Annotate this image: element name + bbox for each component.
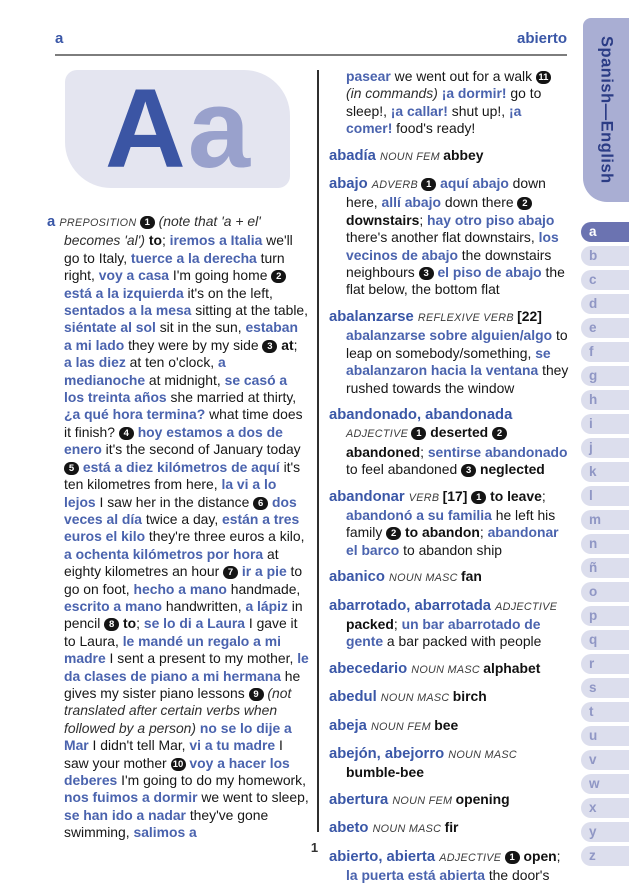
spanish-example: siéntate al sol: [64, 319, 156, 336]
spanish-example: hoy estamos a dos de enero: [64, 423, 283, 458]
dictionary-entry: [329, 597, 570, 651]
bold-translation: [17]: [442, 487, 472, 504]
translation-text: they've gone swimming,: [64, 806, 269, 841]
bold-translation: bumble-bee: [346, 764, 424, 781]
bold-translation: to leave: [490, 487, 542, 504]
pos-label: ADJECTIVE: [495, 600, 558, 613]
bold-translation: to abandon: [405, 524, 480, 541]
spanish-example: sentirse abandonado: [427, 443, 568, 460]
bold-translation: packed: [346, 615, 394, 632]
translation-text: down here,: [346, 175, 546, 211]
dictionary-entry: [329, 688, 570, 707]
sense-number: 7: [223, 566, 238, 579]
translation-text: we'll go to Italy,: [64, 232, 293, 266]
spanish-example: estaban a mi lado: [64, 319, 298, 353]
letter-tab-c: c: [581, 270, 629, 290]
page-number: 1: [310, 840, 319, 855]
translation-text: ;: [419, 211, 428, 228]
translation-text: twice a day,: [142, 510, 223, 527]
translation-text: sitting at the table,: [191, 302, 309, 319]
translation-text: it's ten kilometres from here,: [64, 458, 301, 493]
spanish-example: dos veces al día: [64, 493, 297, 527]
translation-text: handmade,: [226, 580, 301, 597]
spanish-example: abalanzarse sobre alguien/algo: [346, 327, 553, 344]
translation-text: what time does it finish?: [64, 406, 303, 440]
spanish-example: ¿a qué hora termina?: [64, 406, 206, 423]
translation-text: ;: [136, 615, 144, 632]
spanish-example: la puerta está abierta: [346, 867, 485, 884]
sense-number: 8: [104, 618, 119, 631]
pos-label: NOUN FEM: [380, 150, 444, 163]
translation-text: ;: [293, 336, 298, 353]
section-letter-block: [65, 66, 290, 191]
note: (in commands): [346, 85, 438, 102]
spanish-example: hay otro piso abajo: [427, 211, 555, 228]
dictionary-entry: [329, 745, 570, 782]
letter-tab-g: g: [581, 366, 629, 386]
note: (note that 'a + el' becomes 'al'): [64, 213, 261, 249]
spanish-example: le mandé un regalo a mi madre: [64, 632, 281, 667]
spanish-example: se abalanzaron hacia la ventana: [346, 344, 551, 379]
translation-text: turn right,: [64, 249, 285, 284]
translation-text: down there: [440, 194, 518, 211]
headword: abeja: [329, 717, 371, 734]
sense-number: 1: [140, 216, 155, 229]
letter-tab-k: k: [581, 462, 629, 482]
bold-translation: fan: [461, 568, 482, 585]
translation-text: he left his family: [346, 506, 556, 541]
spanish-example: no se lo dije a Mar: [64, 719, 292, 754]
header-first-word: a: [55, 30, 64, 47]
translation-text: a bar packed with people: [383, 633, 542, 650]
translation-text: to go on foot,: [64, 563, 303, 597]
spanish-example: se lo di a Laura: [143, 615, 245, 632]
column-divider: [317, 70, 319, 832]
letter-tab-z: z: [581, 846, 629, 866]
translation-text: at midnight,: [145, 371, 225, 388]
bold-translation: alphabet: [483, 659, 541, 676]
translation-text: I saw your mother: [64, 737, 283, 771]
dictionary-entry: [329, 68, 570, 138]
letter-tab-ñ: ñ: [581, 558, 629, 578]
spanish-example: pasear: [346, 68, 391, 84]
dictionary-entry: [329, 568, 570, 587]
section-letter-uppercase: A: [104, 66, 186, 191]
spanish-example: un bar abarrotado de gente: [346, 615, 541, 650]
headword: a: [47, 214, 60, 230]
letter-tab-b: b: [581, 246, 629, 266]
spanish-example: ir a pie: [241, 563, 287, 580]
sense-number: 3: [262, 340, 277, 353]
letter-tab-e: e: [581, 318, 629, 338]
sense-number: 1: [421, 178, 436, 191]
bold-translation: deserted: [430, 424, 489, 441]
translation-text: I gave it to Laura,: [64, 615, 298, 649]
letter-tab-i: i: [581, 414, 629, 434]
translation-text: at ten o'clock,: [125, 354, 218, 371]
translation-text: to abandon ship: [399, 541, 503, 558]
spanish-example: salimos a: [133, 824, 197, 841]
spanish-example: vi a tu madre: [189, 737, 276, 754]
translation-text: ;: [161, 232, 170, 249]
pos-label: NOUN MASC: [372, 823, 445, 836]
letter-tab-r: r: [581, 654, 629, 674]
spanish-example: a las diez: [64, 354, 126, 371]
spanish-example: ¡a callar!: [390, 102, 448, 119]
spanish-example: tuerce a la derecha: [130, 249, 257, 266]
translation-text: ;: [541, 487, 546, 504]
spanish-example: se han ido a nadar: [64, 806, 186, 823]
letter-tab-n: n: [581, 534, 629, 554]
pos-label: PREPOSITION: [59, 217, 140, 229]
headword: abeto: [329, 820, 373, 837]
spanish-example: a lápiz: [245, 597, 288, 614]
spanish-example: se casó a los treinta años: [64, 371, 288, 406]
left-column: [47, 213, 309, 851]
sense-number: 11: [536, 71, 551, 84]
language-label: Spanish—English: [597, 36, 616, 184]
letter-tab-w: w: [581, 774, 629, 794]
letter-tab-p: p: [581, 606, 629, 626]
translation-text: they're three euros a kilo,: [145, 528, 305, 545]
spanish-example: allí abajo: [381, 194, 441, 211]
translation-text: ;: [479, 524, 488, 541]
pos-label: REFLEXIVE VERB: [417, 311, 518, 324]
spanish-example: los vecinos de abajo: [346, 229, 559, 263]
bold-translation: abbey: [443, 146, 484, 163]
bold-translation: to: [123, 615, 137, 632]
translation-text: I sent a present to my mother,: [105, 650, 298, 667]
dictionary-entry: [329, 660, 570, 679]
translation-text: to leap on somebody/something,: [346, 327, 568, 361]
spanish-example: a ochenta kilómetros por hora: [64, 545, 264, 562]
spanish-example: el piso de abajo: [437, 264, 542, 281]
spanish-example: voy a hacer los deberes: [64, 754, 290, 788]
letter-tab-o: o: [581, 582, 629, 602]
letter-tab-u: u: [581, 726, 629, 746]
spanish-example: nos fuimos a dormir: [64, 789, 198, 806]
spanish-example: iremos a Italia: [169, 232, 263, 249]
dictionary-entry: [329, 308, 570, 397]
dictionary-entry: [47, 213, 309, 842]
dictionary-entry: [329, 175, 570, 299]
translation-text: sit in the sun,: [155, 319, 246, 336]
pos-label: ADJECTIVE: [346, 428, 412, 441]
sense-number: 4: [119, 427, 134, 440]
spanish-example: abandonó a su familia: [346, 506, 492, 523]
sense-number: 3: [419, 267, 434, 280]
spanish-example: está a la izquierda: [64, 284, 184, 301]
bold-translation: at: [281, 336, 294, 353]
letter-tab-h: h: [581, 390, 629, 410]
spanish-example: aquí abajo: [440, 175, 509, 192]
spanish-example: sentados a la mesa: [64, 302, 192, 319]
spanish-example: escrito a mano: [64, 597, 163, 614]
dictionary-entry: [329, 147, 570, 166]
translation-text: ;: [393, 615, 402, 632]
letter-tab-a: a: [581, 222, 629, 242]
sense-number: 1: [471, 491, 486, 504]
spanish-example: está a diez kilómetros de aquí: [82, 458, 280, 475]
bold-translation: neglected: [479, 461, 545, 478]
translation-text: they were by my side: [124, 336, 263, 353]
bold-translation: to: [148, 232, 162, 249]
sense-number: 5: [64, 462, 79, 475]
translation-text: I'm going home: [169, 267, 272, 284]
translation-text: we went out for a walk: [390, 68, 536, 84]
letter-tab-s: s: [581, 678, 629, 698]
sense-number: 1: [505, 851, 520, 864]
dictionary-entry: [329, 819, 570, 838]
dictionary-entry: [329, 791, 570, 810]
dictionary-entry: [329, 488, 570, 560]
translation-text: the door's: [484, 867, 550, 884]
translation-text: go to sleep!,: [346, 85, 542, 119]
translation-text: ;: [556, 847, 561, 864]
bold-translation: abandoned: [346, 443, 421, 460]
translation-text: shut up!,: [447, 102, 509, 119]
headword: abierto, abierta: [329, 848, 440, 865]
headword: abanico: [329, 569, 390, 586]
language-thumb-tab: [583, 18, 629, 202]
pos-label: ADJECTIVE: [439, 851, 505, 864]
translation-text: at eighty kilometres an hour: [64, 545, 279, 580]
headword: abalanzarse: [329, 308, 418, 325]
note: (not translated after certain verbs when followed by a person): [64, 684, 292, 736]
headword: abedul: [329, 689, 381, 706]
translation-text: he gives my sister piano lessons: [64, 667, 301, 701]
translation-text: I'm going to do my homework,: [117, 772, 306, 788]
sense-number: 3: [461, 464, 476, 477]
header-last-word: abierto: [516, 30, 567, 47]
letter-tab-d: d: [581, 294, 629, 314]
dictionary-entry: [329, 406, 570, 479]
spanish-example: hecho a mano: [133, 580, 227, 597]
bold-translation: fir: [444, 819, 459, 836]
bold-translation: [22]: [517, 307, 542, 324]
letter-tab-y: y: [581, 822, 629, 842]
sense-number: 2: [386, 527, 401, 540]
pos-label: ADVERB: [371, 179, 422, 192]
letter-tab-m: m: [581, 510, 629, 530]
letter-tab-f: f: [581, 342, 629, 362]
bold-translation: bee: [434, 716, 459, 733]
translation-text: the downstairs neighbours: [346, 246, 552, 281]
translation-text: to feel abandoned: [346, 461, 462, 478]
pos-label: NOUN MASC: [389, 572, 462, 585]
spanish-example: ¡a comer!: [346, 102, 522, 137]
translation-text: ;: [420, 443, 428, 460]
translation-text: they rushed towards the window: [346, 362, 569, 396]
sense-number: 6: [253, 497, 268, 510]
translation-text: food's ready!: [392, 120, 476, 137]
translation-text: it's on the left,: [183, 284, 273, 301]
letter-tab-j: j: [581, 438, 629, 458]
header-rule: [55, 54, 567, 56]
headword: abandonado, abandonada: [329, 406, 513, 423]
spanish-example: abandonar el barco: [346, 524, 559, 558]
spanish-example: están a tres euros el kilo: [64, 510, 300, 545]
spanish-example: voy a casa: [98, 267, 170, 284]
headword: abandonar: [329, 488, 409, 505]
right-column: [329, 68, 570, 890]
translation-text: she married at thirty,: [166, 389, 297, 406]
spanish-example: ¡a dormir!: [441, 85, 507, 102]
section-letter-lowercase: a: [187, 66, 251, 191]
sense-number: 10: [171, 758, 186, 771]
translation-text: I saw her in the distance: [95, 493, 254, 510]
bold-translation: open: [523, 847, 557, 864]
sense-number: 1: [411, 427, 426, 440]
spanish-example: a medianoche: [64, 354, 226, 388]
pos-label: NOUN FEM: [392, 794, 456, 807]
translation-text: I didn't tell Mar,: [88, 737, 190, 754]
translation-text: the flat below, the bottom flat: [346, 264, 565, 298]
spanish-example: la vi a lo lejos: [64, 476, 277, 510]
spanish-example: le da clases de piano a mi hermana: [64, 650, 309, 684]
sense-number: 2: [271, 270, 286, 283]
letter-tab-l: l: [581, 486, 629, 506]
letter-tab-x: x: [581, 798, 629, 818]
letter-tab-t: t: [581, 702, 629, 722]
translation-text: there's another flat downstairs,: [346, 229, 539, 246]
bold-translation: opening: [455, 790, 510, 807]
headword: abajo: [329, 176, 372, 193]
headword: abertura: [329, 791, 393, 808]
pos-label: NOUN MASC: [411, 663, 484, 676]
dictionary-entry: [329, 717, 570, 736]
sense-number: 9: [249, 688, 264, 701]
letter-tab-q: q: [581, 630, 629, 650]
translation-text: in pencil: [64, 597, 303, 632]
pos-label: NOUN FEM: [370, 720, 435, 733]
translation-text: handwritten,: [162, 597, 246, 614]
sense-number: 2: [492, 427, 507, 440]
translation-text: we went to sleep,: [197, 789, 309, 806]
alphabet-index: [581, 222, 629, 870]
bold-translation: downstairs: [346, 211, 420, 228]
pos-label: NOUN MASC: [380, 692, 453, 705]
letter-tab-v: v: [581, 750, 629, 770]
pos-label: VERB: [408, 491, 443, 504]
bold-translation: birch: [452, 688, 487, 705]
headword: abarrotado, abarrotada: [329, 597, 496, 614]
headword: abecedario: [329, 660, 412, 677]
pos-label: NOUN MASC: [448, 749, 517, 761]
sense-number: 2: [517, 197, 532, 210]
translation-text: it's the second of January today: [101, 441, 301, 458]
headword: abadía: [329, 147, 380, 164]
headword: abejón, abejorro: [329, 746, 449, 762]
